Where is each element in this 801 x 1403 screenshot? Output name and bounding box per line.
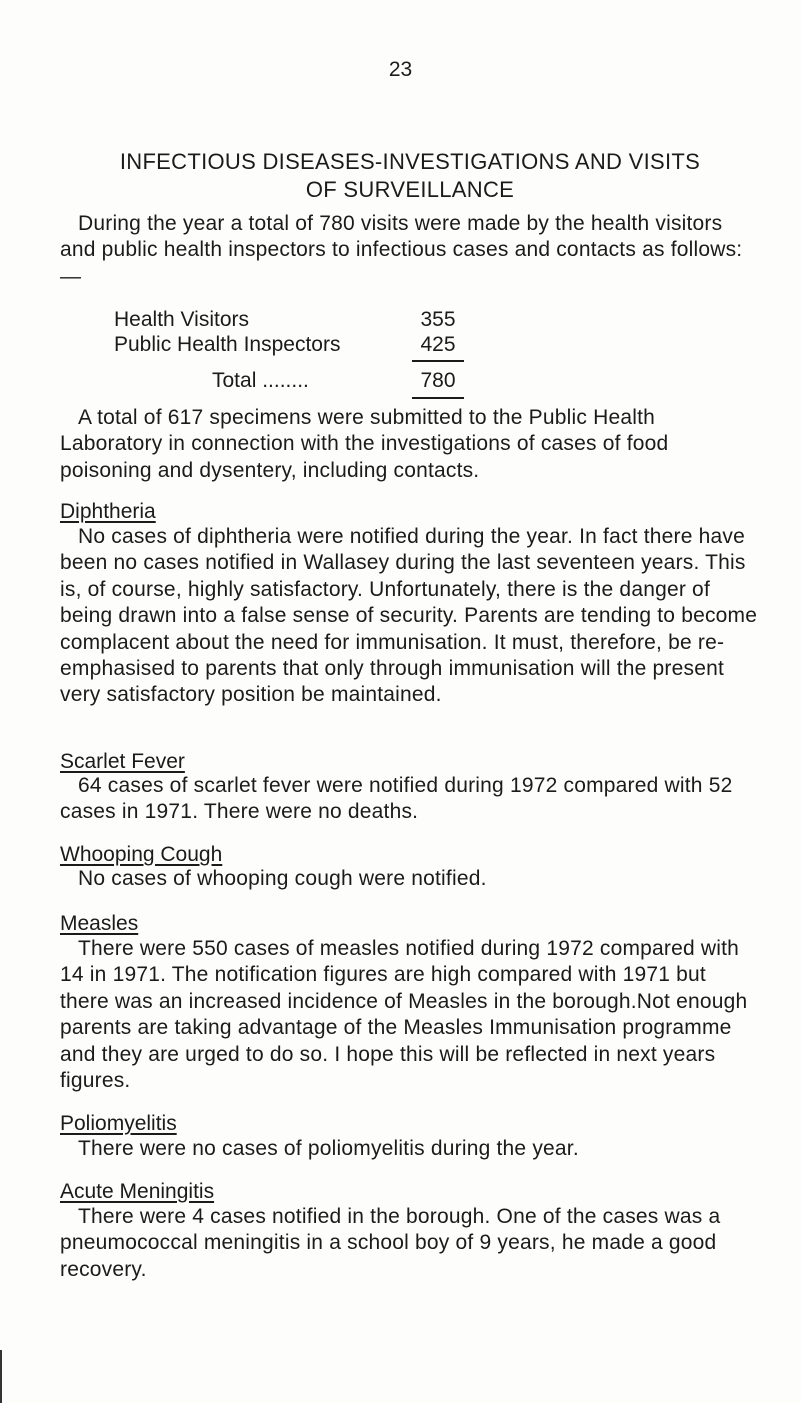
page-title [60, 148, 760, 204]
section-heading-poliomyelitis: Poliomyelitis [60, 1112, 177, 1135]
page-number: 23 [388, 58, 413, 81]
section-heading-acute-meningitis: Acute Meningitis [60, 1180, 215, 1203]
total-rule [412, 397, 464, 399]
section-text-whooping-cough: No cases of whooping cough were notified. [78, 867, 487, 890]
total-label: Total ........ [212, 369, 309, 392]
section-heading-whooping-cough: Whooping Cough [60, 843, 223, 866]
intro-paragraph: During the year a total of 780 visits were made by the health visitors and public health inspectors to infectious cases and contacts as follows:— [60, 212, 743, 288]
section-heading-measles: Measles [60, 912, 139, 935]
section-heading-diphtheria: Diphtheria [60, 500, 156, 523]
table-row-label: Public Health Inspectors [114, 333, 341, 356]
table-row-value: 355 [420, 308, 456, 331]
section-text-diphtheria: No cases of diphtheria were notified during the year. In fact there have been no cases notified in Wallasey during the last seventeen years. This is, of course, highly satisfactory. Unfortunately, there is the danger of being drawn into a false sense of security. Parents are tending to become complacent about the need for immunisation. It must, therefore, be re-emphasised to parents that only through immunisation will the present very satisfactory position be maintained. [60, 525, 758, 707]
specimens-paragraph: A total of 617 specimens were submitted to the Public Health Laboratory in connection with the investigations of cases of food poisoning and dysentery, including contacts. [60, 406, 669, 482]
section-text-scarlet-fever: 64 cases of scarlet fever were notified during 1972 compared with 52 cases in 1971. There were no deaths. [60, 774, 733, 824]
title-line-2: OF SURVEILLANCE [305, 177, 515, 202]
section-heading-scarlet-fever: Scarlet Fever [60, 750, 185, 773]
section-text-acute-meningitis: There were 4 cases notified in the borough. One of the cases was a pneumococcal meningitis in a school boy of 9 years, he made a good recovery. [60, 1205, 721, 1281]
table-row-label: Health Visitors [114, 308, 250, 331]
table-row-value: 425 [420, 333, 456, 356]
scan-edge-mark [0, 1350, 2, 1403]
section-text-measles: There were 550 cases of measles notified during 1972 compared with 14 in 1971. The notification figures are high compared with 1971 but there was an increased incidence of Measles in the borough.Not enough parents are taking advantage of the Measles Immunisation programme and they are urged to do so. I hope this will be reflected in next years figures. [60, 937, 748, 1093]
total-value: 780 [420, 369, 456, 392]
section-text-poliomyelitis: There were no cases of poliomyelitis during the year. [78, 1137, 579, 1160]
title-line-1: INFECTIOUS DISEASES-INVESTIGATIONS AND VISITS [119, 149, 701, 174]
subtotal-rule [412, 360, 464, 362]
